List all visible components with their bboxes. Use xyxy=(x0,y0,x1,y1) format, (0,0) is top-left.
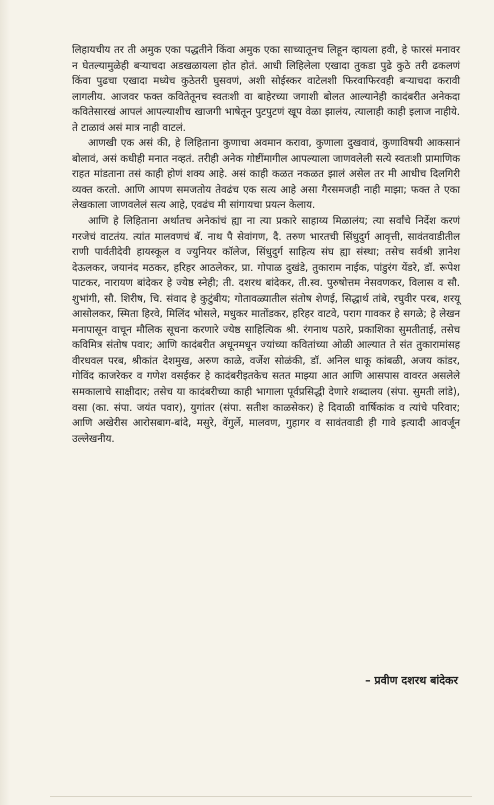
paragraph-2: आणखी एक असं की, हे लिहिताना कुणाचा अवमान करावा, कुणाला दुखवावं, कुणाविषयी आकसानं बोलावं, असं कधीही मनात नव्हतं. तरीही अनेक गोष्टींमागील आपल्याला जाणवलेली सत्ये स्वतःशी प्रामाणिक राहत मांडताना तसं काही होणं शक्य आहे. असं काही कळत नकळत झालं असेल तर मी आधीच दिलगिरी व्यक्त करतो. आणि आपण समजतोय तेवढंच एक सत्य आहे असा गैरसमजही नाही माझा; फक्त ते एका लेखकाला जाणवलेलं सत्य आहे, एवढंच मी सांगायचा प्रयत्न केलाय. xyxy=(72,138,460,212)
author-signature: – प्रवीण दशरथ बांदेकर xyxy=(365,674,458,687)
paragraph-3: आणि हे लिहिताना अर्थातच अनेकांचं ह्या ना त्या प्रकारे साहाय्य मिळालंय; त्या सर्वांचे निर्देश करणं गरजेचं वाटतंय. त्यांत मालवणचं बॅ. नाथ पै सेवांगण, दै. तरुण भारतची सिंधुदुर्ग आवृत्ती, सावंतवाडीतील राणी पार्वतीदेवी हायस्कूल व ज्युनियर कॉलेज, सिंधुदुर्ग साहित्य संघ ह्या संस्था; तसेच सर्वश्री ज्ञानेश देऊलकर, जयानंद मठकर, हरिहर आठलेकर, प्रा. गोपाळ दुखंडे, तुकाराम नाईक, पांडुरंग येंडरे, डॉ. रूपेश पाटकर, नारायण बांदेकर हे ज्येष्ठ स्नेही; ती. दशरथ बांदेकर, ती.स्व. पुरुषोत्तम नेसवणकर, विलास व सौ. शुभांगी, सौ. शिरीष, चि. संवाद हे कुटुंबीय; गोतावळ्यातील संतोष शेणई, सिद्धार्थ तांबे, रघुवीर परब, शरयू आसोलकर, स्मिता हिरवे, मिलिंद भोसले, मधुकर मातोंडकर, हरिहर वाटवे, पराग गावकर हे सगळे; हे लेखन मनापासून वाचून मौलिक सूचना करणारे ज्येष्ठ साहित्यिक श्री. रंगनाथ पठारे, प्रकाशिका सुमतीताई, तसेच कविमित्र संतोष पवार; आणि कादंबरीत अधूनमधून ज्यांच्या कवितांच्या ओळी आल्यात ते संत तुकारामांसह वीरधवल परब, श्रीकांत देशमुख, अरुण काळे, वर्जेश सोळंकी, डॉ. अनिल धाकू कांबळी, अजय कांडर, गोविंद काजरेकर व गणेश वसईकर हे कादंबरीइतकेच सतत माझ्या आत आणि आसपास वावरत असलेले समकालाचे साक्षीदार; तसेच या कादंबरीच्या काही भागाला पूर्वप्रसिद्धी देणारे शब्दालय (संपा. सुमती लांडे), वसा (का. संपा. जयंत पवार), युगांतर (संपा. सतीश काळसेकर) हे दिवाळी वार्षिकांक व त्यांचे परिवार; आणि अखेरीस आरोसबाग-बांदे, मसुरे, वेंगुर्ले, मालवण, गुहागर व सावंतवाडी ही गावे इत्यादी आवर्जून उल्लेखनीय. xyxy=(72,216,460,445)
paragraph-1: लिहायचीय तर ती अमुक एका पद्धतीने किंवा अमुक एका साच्यातूनच लिहून व्हायला हवी, हे फारसं मनावर न घेतल्यामुळेही बऱ्याचदा अडखळायला होत होतं. आधी लिहिलेला एखादा तुकडा पुढे कुठे तरी ढकलणं किंवा पुढचा एखादा मध्येच कुठेतरी घुसवणं, अशी सोईस्कर वाटेलशी फिरवाफिरवही बऱ्याचदा करावी लागलीय. आजवर फक्त कवितेतूनच स्वतःशी वा बाहेरच्या जगाशी बोलत आल्यानेही कादंबरीत अनेकदा कवितेसारखं आपलं आपल्याशीच खाजगी भाषेतून पुटपुटणं खूप वेळा झालंय, त्यालाही काही इलाज नाहीये. ते टाळावं असं मात्र नाही वाटलं. xyxy=(72,45,460,134)
page-bottom-edge xyxy=(50,796,472,797)
